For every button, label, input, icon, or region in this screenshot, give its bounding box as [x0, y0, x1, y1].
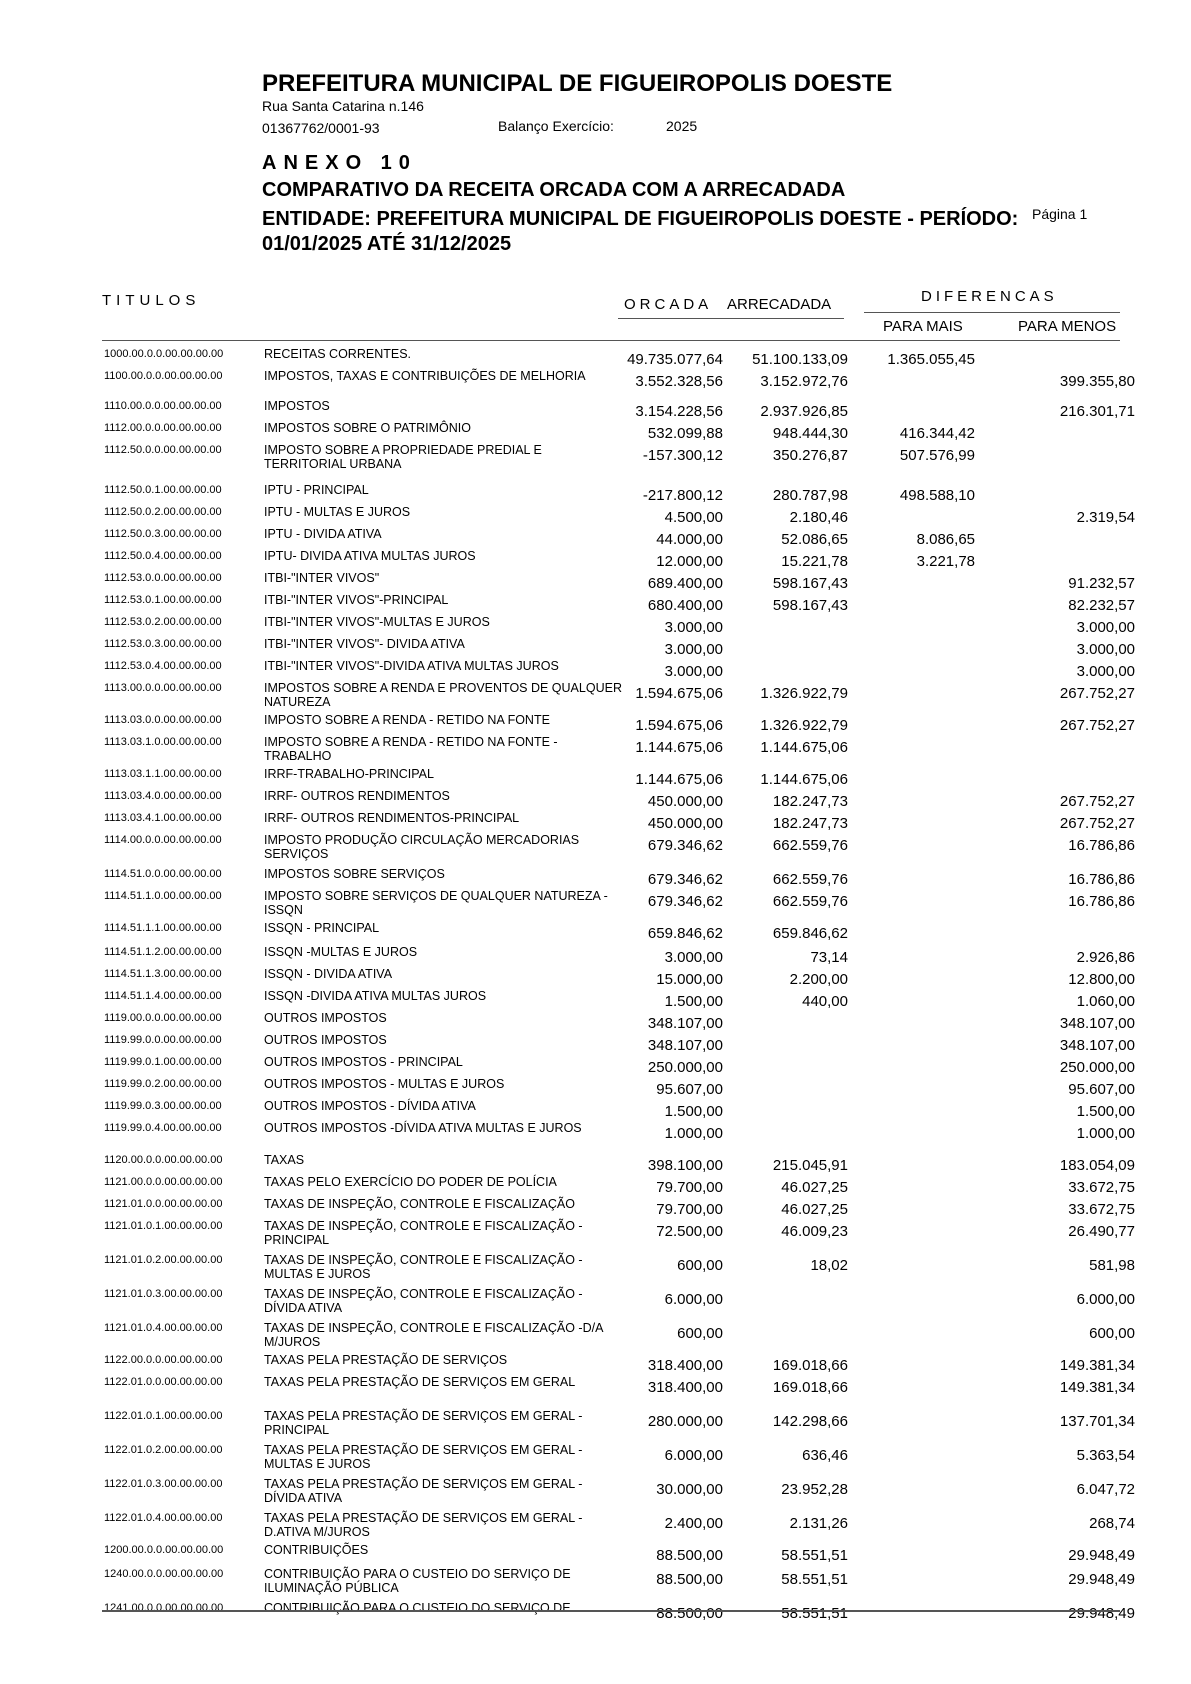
- table-row: [0, 1376, 1191, 1406]
- account-code: 1000.00.0.0.00.00.00.00: [104, 348, 224, 360]
- orcada-value: 3.000,00: [664, 641, 723, 658]
- para-menos-value: 95.607,00: [1068, 1081, 1135, 1098]
- balance-year: 2025: [666, 118, 698, 134]
- orcada-value: 280.000,00: [647, 1413, 723, 1430]
- para-mais-value: 507.576,99: [899, 447, 975, 464]
- para-menos-value: 1.500,00: [1076, 1103, 1135, 1120]
- orcada-value: 348.107,00: [647, 1037, 723, 1054]
- account-code: 1114.51.1.1.00.00.00.00: [104, 922, 222, 934]
- account-code: 1240.00.0.0.00.00.00.00: [104, 1568, 224, 1580]
- orcada-value: 250.000,00: [647, 1059, 723, 1076]
- orcada-value: 450.000,00: [647, 815, 723, 832]
- account-code: 1121.01.0.3.00.00.00.00: [104, 1288, 223, 1300]
- orcada-value: 1.500,00: [664, 1103, 723, 1120]
- arrecadada-value: 948.444,30: [772, 425, 848, 442]
- account-title: RECEITAS CORRENTES.: [264, 347, 412, 361]
- account-code: 1200.00.0.0.00.00.00.00: [104, 1544, 224, 1556]
- table-bottom-rule: [102, 1610, 1120, 1612]
- para-menos-value: 267.752,27: [1059, 717, 1135, 734]
- orcada-value: 450.000,00: [647, 793, 723, 810]
- orcada-value: 3.000,00: [664, 663, 723, 680]
- account-code: 1114.51.1.2.00.00.00.00: [104, 946, 222, 958]
- arrecadada-value: 58.551,51: [781, 1571, 848, 1588]
- account-title: ITBI-"INTER VIVOS"- DIVIDA ATIVA: [264, 637, 465, 651]
- para-menos-value: 267.752,27: [1059, 793, 1135, 810]
- orcada-value: 2.400,00: [664, 1515, 723, 1532]
- account-title: ITBI-"INTER VIVOS"-MULTAS E JUROS: [264, 615, 490, 629]
- account-code: 1119.99.0.3.00.00.00.00: [104, 1100, 222, 1112]
- orcada-value: 659.846,62: [647, 925, 723, 942]
- account-title: TAXAS DE INSPEÇÃO, CONTROLE E FISCALIZAÇÃO: [264, 1197, 575, 1211]
- col-para-mais: PARA MAIS: [883, 318, 963, 335]
- report-subtitle: COMPARATIVO DA RECEITA ORCADA COM A ARRECADADA: [262, 179, 846, 201]
- account-code: 1114.00.0.0.00.00.00.00: [104, 834, 222, 846]
- para-menos-value: 33.672,75: [1068, 1179, 1135, 1196]
- para-menos-value: 267.752,27: [1059, 685, 1135, 702]
- account-code: 1122.00.0.0.00.00.00.00: [104, 1354, 223, 1366]
- account-code: 1112.50.0.2.00.00.00.00: [104, 506, 222, 518]
- account-code: 1112.50.0.3.00.00.00.00: [104, 528, 222, 540]
- arrecadada-value: 2.200,00: [789, 971, 848, 988]
- para-menos-value: 26.490,77: [1068, 1223, 1135, 1240]
- arrecadada-value: 73,14: [810, 949, 848, 966]
- para-mais-value: 416.344,42: [899, 425, 975, 442]
- col-titulos: TITULOS: [102, 292, 201, 309]
- orcada-value: 1.144.675,06: [635, 739, 723, 756]
- account-title: ISSQN -MULTAS E JUROS: [264, 945, 418, 959]
- account-title: IPTU - PRINCIPAL: [264, 483, 369, 497]
- orcada-value: 3.154.228,56: [635, 403, 723, 420]
- account-code: 1241.00.0.0.00.00.00.00: [104, 1602, 224, 1614]
- account-title: IMPOSTOS: [264, 399, 330, 413]
- account-title: CONTRIBUIÇÃO PARA O CUSTEIO DO SERVIÇO DE ILUMINAÇÃO PÚBLICA: [264, 1567, 571, 1595]
- arrecadada-value: 46.027,25: [781, 1179, 848, 1196]
- balance-label: Balanço Exercício:: [498, 118, 614, 134]
- arrecadada-value: 15.221,78: [781, 553, 848, 570]
- arrecadada-value: 46.009,23: [781, 1223, 848, 1240]
- account-code: 1112.53.0.4.00.00.00.00: [104, 660, 222, 672]
- account-title: TAXAS DE INSPEÇÃO, CONTROLE E FISCALIZAÇÃO -D/A M/JUROS: [264, 1321, 603, 1349]
- account-title: ITBI-"INTER VIVOS"-DIVIDA ATIVA MULTAS JUROS: [264, 659, 559, 673]
- account-code: 1119.99.0.4.00.00.00.00: [104, 1122, 222, 1134]
- arrecadada-value: 46.027,25: [781, 1201, 848, 1218]
- para-menos-value: 268,74: [1089, 1515, 1135, 1532]
- account-code: 1114.51.1.3.00.00.00.00: [104, 968, 222, 980]
- para-mais-value: 1.365.055,45: [887, 351, 975, 368]
- arrecadada-value: 280.787,98: [772, 487, 848, 504]
- account-code: 1113.03.1.0.00.00.00.00: [104, 736, 222, 748]
- para-menos-value: 29.948,49: [1068, 1571, 1135, 1588]
- arrecadada-value: 636,46: [802, 1447, 848, 1464]
- para-menos-value: 399.355,80: [1059, 373, 1135, 390]
- para-menos-value: 12.800,00: [1068, 971, 1135, 988]
- para-menos-value: 6.000,00: [1076, 1291, 1135, 1308]
- orcada-value: 1.500,00: [664, 993, 723, 1010]
- para-menos-value: 16.786,86: [1068, 837, 1135, 854]
- orcada-value: 1.000,00: [664, 1125, 723, 1142]
- municipality-title: PREFEITURA MUNICIPAL DE FIGUEIROPOLIS DOESTE: [262, 70, 893, 97]
- account-title: TAXAS: [264, 1153, 305, 1167]
- account-title: TAXAS PELA PRESTAÇÃO DE SERVIÇOS EM GERAL: [264, 1375, 576, 1389]
- account-code: 1121.01.0.2.00.00.00.00: [104, 1254, 223, 1266]
- para-menos-value: 33.672,75: [1068, 1201, 1135, 1218]
- table-row: [0, 834, 1191, 864]
- account-title: TAXAS DE INSPEÇÃO, CONTROLE E FISCALIZAÇÃO - MULTAS E JUROS: [264, 1253, 583, 1281]
- table-row: [0, 736, 1191, 766]
- account-code: 1112.50.0.4.00.00.00.00: [104, 550, 222, 562]
- account-title: OUTROS IMPOSTOS - PRINCIPAL: [264, 1055, 463, 1069]
- orcada-value: 12.000,00: [656, 553, 723, 570]
- arrecadada-value: 598.167,43: [772, 575, 848, 592]
- account-title: CONTRIBUIÇÕES: [264, 1543, 369, 1557]
- orcada-value: 79.700,00: [656, 1179, 723, 1196]
- arrecadada-value: 598.167,43: [772, 597, 848, 614]
- table-row: [0, 1568, 1191, 1598]
- arrecadada-value: 215.045,91: [772, 1157, 848, 1174]
- account-code: 1113.00.0.0.00.00.00.00: [104, 682, 222, 694]
- para-menos-value: 1.000,00: [1076, 1125, 1135, 1142]
- account-code: 1113.03.4.0.00.00.00.00: [104, 790, 222, 802]
- arrecadada-value: 440,00: [802, 993, 848, 1010]
- orcada-value: 88.500,00: [656, 1571, 723, 1588]
- para-mais-value: 8.086,65: [916, 531, 975, 548]
- table-row: [0, 1254, 1191, 1284]
- col-diferencas: DIFERENCAS: [921, 288, 1058, 305]
- account-title: OUTROS IMPOSTOS: [264, 1011, 387, 1025]
- account-code: 1119.99.0.1.00.00.00.00: [104, 1056, 222, 1068]
- account-code: 1112.50.0.1.00.00.00.00: [104, 484, 222, 496]
- account-title: TAXAS PELO EXERCÍCIO DO PODER DE POLÍCIA: [264, 1175, 557, 1189]
- para-menos-value: 29.948,49: [1068, 1605, 1135, 1622]
- para-menos-value: 137.701,34: [1059, 1413, 1135, 1430]
- account-code: 1112.50.0.0.00.00.00.00: [104, 444, 222, 456]
- account-code: 1119.99.0.2.00.00.00.00: [104, 1078, 222, 1090]
- account-code: 1122.01.0.3.00.00.00.00: [104, 1478, 223, 1490]
- orcada-value: 3.000,00: [664, 949, 723, 966]
- col-orcada: ORCADA: [624, 296, 713, 313]
- account-code: 1122.01.0.0.00.00.00.00: [104, 1376, 223, 1388]
- account-title: IRRF- OUTROS RENDIMENTOS-PRINCIPAL: [264, 811, 520, 825]
- para-mais-value: 498.588,10: [899, 487, 975, 504]
- orcada-value: 72.500,00: [656, 1223, 723, 1240]
- account-code: 1112.53.0.0.00.00.00.00: [104, 572, 222, 584]
- table-row: [0, 1322, 1191, 1352]
- orcada-value: 679.346,62: [647, 837, 723, 854]
- arrecadada-value: 662.559,76: [772, 871, 848, 888]
- arrecadada-value: 350.276,87: [772, 447, 848, 464]
- cnpj: 01367762/0001-93: [262, 120, 380, 136]
- account-code: 1112.00.0.0.00.00.00.00: [104, 422, 222, 434]
- account-title: IMPOSTO SOBRE SERVIÇOS DE QUALQUER NATUREZA - ISSQN: [264, 889, 608, 917]
- account-title: IRRF- OUTROS RENDIMENTOS: [264, 789, 450, 803]
- account-title: IMPOSTO PRODUÇÃO CIRCULAÇÃO MERCADORIAS SERVIÇOS: [264, 833, 580, 861]
- account-code: 1114.51.1.0.00.00.00.00: [104, 890, 222, 902]
- account-title: IMPOSTO SOBRE A PROPRIEDADE PREDIAL E TERRITORIAL URBANA: [264, 443, 542, 471]
- account-code: 1112.53.0.1.00.00.00.00: [104, 594, 222, 606]
- orcada-value: 348.107,00: [647, 1015, 723, 1032]
- arrecadada-value: 51.100.133,09: [752, 351, 848, 368]
- para-mais-value: 3.221,78: [916, 553, 975, 570]
- anexo-title: ANEXO 10: [262, 152, 417, 174]
- account-title: IPTU- DIVIDA ATIVA MULTAS JUROS: [264, 549, 476, 563]
- account-title: TAXAS PELA PRESTAÇÃO DE SERVIÇOS EM GERAL - D.ATIVA M/JUROS: [264, 1511, 583, 1539]
- orcada-value: 1.594.675,06: [635, 685, 723, 702]
- para-menos-value: 2.319,54: [1076, 509, 1135, 526]
- account-title: TAXAS PELA PRESTAÇÃO DE SERVIÇOS EM GERAL - PRINCIPAL: [264, 1409, 583, 1437]
- para-menos-value: 16.786,86: [1068, 871, 1135, 888]
- para-menos-value: 250.000,00: [1059, 1059, 1135, 1076]
- orcada-value: 679.346,62: [647, 871, 723, 888]
- orcada-value: 532.099,88: [647, 425, 723, 442]
- arrecadada-value: 659.846,62: [772, 925, 848, 942]
- arrecadada-value: 182.247,73: [772, 793, 848, 810]
- orcada-value: 88.500,00: [656, 1547, 723, 1564]
- account-title: CONTRIBUIÇÃO PARA O CUSTEIO DO SERVIÇO DE: [264, 1601, 571, 1615]
- account-code: 1122.01.0.1.00.00.00.00: [104, 1410, 223, 1422]
- account-title: ITBI-"INTER VIVOS"-PRINCIPAL: [264, 593, 449, 607]
- account-code: 1114.51.0.0.00.00.00.00: [104, 868, 222, 880]
- orcada-value: 600,00: [677, 1257, 723, 1274]
- account-code: 1119.00.0.0.00.00.00.00: [104, 1012, 222, 1024]
- para-menos-value: 149.381,34: [1059, 1357, 1135, 1374]
- orcada-value: 79.700,00: [656, 1201, 723, 1218]
- para-menos-value: 82.232,57: [1068, 597, 1135, 614]
- table-row: [0, 1410, 1191, 1440]
- account-title: IPTU - MULTAS E JUROS: [264, 505, 411, 519]
- orcada-value: 680.400,00: [647, 597, 723, 614]
- account-code: 1110.00.0.0.00.00.00.00: [104, 400, 222, 412]
- account-title: IMPOSTOS SOBRE A RENDA E PROVENTOS DE QUALQUER NATUREZA: [264, 681, 622, 709]
- account-title: IMPOSTO SOBRE A RENDA - RETIDO NA FONTE - TRABALHO: [264, 735, 558, 763]
- account-title: OUTROS IMPOSTOS - DÍVIDA ATIVA: [264, 1099, 476, 1113]
- para-menos-value: 267.752,27: [1059, 815, 1135, 832]
- para-menos-value: 600,00: [1089, 1325, 1135, 1342]
- account-title: OUTROS IMPOSTOS -DÍVIDA ATIVA MULTAS E JUROS: [264, 1121, 582, 1135]
- para-menos-value: 1.060,00: [1076, 993, 1135, 1010]
- arrecadada-value: 169.018,66: [772, 1357, 848, 1374]
- table-row: [0, 890, 1191, 920]
- arrecadada-value: 2.937.926,85: [760, 403, 848, 420]
- table-row: [0, 1512, 1191, 1542]
- para-menos-value: 149.381,34: [1059, 1379, 1135, 1396]
- para-menos-value: 3.000,00: [1076, 663, 1135, 680]
- arrecadada-value: 3.152.972,76: [760, 373, 848, 390]
- para-menos-value: 348.107,00: [1059, 1015, 1135, 1032]
- para-menos-value: 581,98: [1089, 1257, 1135, 1274]
- table-row: [0, 1444, 1191, 1474]
- arrecadada-value: 2.131,26: [789, 1515, 848, 1532]
- account-title: ITBI-"INTER VIVOS": [264, 571, 380, 585]
- col-para-menos: PARA MENOS: [1018, 318, 1117, 335]
- table-row: [0, 1220, 1191, 1250]
- orcada-value: 1.594.675,06: [635, 717, 723, 734]
- account-code: 1122.01.0.2.00.00.00.00: [104, 1444, 223, 1456]
- account-code: 1122.01.0.4.00.00.00.00: [104, 1512, 223, 1524]
- arrecadada-value: 58.551,51: [781, 1605, 848, 1622]
- arrecadada-value: 1.326.922,79: [760, 685, 848, 702]
- arrecadada-value: 2.180,46: [789, 509, 848, 526]
- orcada-value: 49.735.077,64: [627, 351, 723, 368]
- table-row: [0, 444, 1191, 474]
- account-code: 1113.03.4.1.00.00.00.00: [104, 812, 222, 824]
- page-number: Página 1: [1032, 206, 1088, 222]
- para-menos-value: 29.948,49: [1068, 1547, 1135, 1564]
- para-menos-value: 16.786,86: [1068, 893, 1135, 910]
- orcada-value: 600,00: [677, 1325, 723, 1342]
- orcada-value: -157.300,12: [642, 447, 723, 464]
- entity-line: ENTIDADE: PREFEITURA MUNICIPAL DE FIGUEIROPOLIS DOESTE - PERÍODO:: [262, 208, 1019, 230]
- arrecadada-value: 1.144.675,06: [760, 739, 848, 756]
- orcada-value: 689.400,00: [647, 575, 723, 592]
- account-title: IMPOSTOS SOBRE O PATRIMÔNIO: [264, 421, 471, 435]
- period-line: 01/01/2025 ATÉ 31/12/2025: [262, 233, 512, 255]
- account-title: OUTROS IMPOSTOS: [264, 1033, 387, 1047]
- account-code: 1121.01.0.4.00.00.00.00: [104, 1322, 223, 1334]
- orcada-value: 398.100,00: [647, 1157, 723, 1174]
- table-row: [0, 1602, 1191, 1632]
- account-code: 1120.00.0.0.00.00.00.00: [104, 1154, 223, 1166]
- account-code: 1113.03.0.0.00.00.00.00: [104, 714, 222, 726]
- orcada-value: 318.400,00: [647, 1379, 723, 1396]
- account-title: IPTU - DIVIDA ATIVA: [264, 527, 382, 541]
- arrecadada-value: 662.559,76: [772, 893, 848, 910]
- orcada-value: 4.500,00: [664, 509, 723, 526]
- para-menos-value: 2.926,86: [1076, 949, 1135, 966]
- orcada-value: 15.000,00: [656, 971, 723, 988]
- arrecadada-value: 169.018,66: [772, 1379, 848, 1396]
- arrecadada-value: 1.326.922,79: [760, 717, 848, 734]
- account-code: 1112.53.0.2.00.00.00.00: [104, 616, 222, 628]
- account-title: ISSQN - DIVIDA ATIVA: [264, 967, 393, 981]
- orcada-value: 679.346,62: [647, 893, 723, 910]
- arrecadada-value: 23.952,28: [781, 1481, 848, 1498]
- para-menos-value: 91.232,57: [1068, 575, 1135, 592]
- orcada-value: 3.000,00: [664, 619, 723, 636]
- orcada-value: 6.000,00: [664, 1447, 723, 1464]
- account-title: IMPOSTOS SOBRE SERVIÇOS: [264, 867, 445, 881]
- col-arrecadada: ARRECADADA: [727, 296, 832, 313]
- para-menos-value: 183.054,09: [1059, 1157, 1135, 1174]
- account-title: OUTROS IMPOSTOS - MULTAS E JUROS: [264, 1077, 505, 1091]
- orcada-value: -217.800,12: [642, 487, 723, 504]
- arrecadada-value: 182.247,73: [772, 815, 848, 832]
- orcada-value: 3.552.328,56: [635, 373, 723, 390]
- arrecadada-value: 142.298,66: [772, 1413, 848, 1430]
- orcada-value: 95.607,00: [656, 1081, 723, 1098]
- table-row: [0, 1288, 1191, 1318]
- arrecadada-value: 662.559,76: [772, 837, 848, 854]
- account-title: ISSQN - PRINCIPAL: [264, 921, 380, 935]
- address: Rua Santa Catarina n.146: [262, 98, 424, 114]
- arrecadada-value: 58.551,51: [781, 1547, 848, 1564]
- account-title: IMPOSTOS, TAXAS E CONTRIBUIÇÕES DE MELHORIA: [264, 369, 586, 383]
- account-title: TAXAS PELA PRESTAÇÃO DE SERVIÇOS EM GERAL - DÍVIDA ATIVA: [264, 1477, 583, 1505]
- arrecadada-value: 52.086,65: [781, 531, 848, 548]
- account-code: 1121.00.0.0.00.00.00.00: [104, 1176, 223, 1188]
- account-code: 1114.51.1.4.00.00.00.00: [104, 990, 222, 1002]
- orcada-value: 88.500,00: [656, 1605, 723, 1622]
- table-row: [0, 1122, 1191, 1152]
- table-row: [0, 1478, 1191, 1508]
- account-code: 1113.03.1.1.00.00.00.00: [104, 768, 222, 780]
- orcada-value: 44.000,00: [656, 531, 723, 548]
- orcada-value: 6.000,00: [664, 1291, 723, 1308]
- account-code: 1100.00.0.0.00.00.00.00: [104, 370, 223, 382]
- orcada-value: 318.400,00: [647, 1357, 723, 1374]
- account-title: TAXAS PELA PRESTAÇÃO DE SERVIÇOS EM GERAL - MULTAS E JUROS: [264, 1443, 583, 1471]
- para-menos-value: 348.107,00: [1059, 1037, 1135, 1054]
- account-code: 1121.01.0.0.00.00.00.00: [104, 1198, 223, 1210]
- account-code: 1121.01.0.1.00.00.00.00: [104, 1220, 223, 1232]
- account-title: IRRF-TRABALHO-PRINCIPAL: [264, 767, 434, 781]
- table-row: [0, 682, 1191, 712]
- para-menos-value: 3.000,00: [1076, 641, 1135, 658]
- para-menos-value: 6.047,72: [1076, 1481, 1135, 1498]
- account-code: 1112.53.0.3.00.00.00.00: [104, 638, 222, 650]
- account-title: TAXAS DE INSPEÇÃO, CONTROLE E FISCALIZAÇÃO - DÍVIDA ATIVA: [264, 1287, 583, 1315]
- account-title: TAXAS PELA PRESTAÇÃO DE SERVIÇOS: [264, 1353, 508, 1367]
- para-menos-value: 3.000,00: [1076, 619, 1135, 636]
- table-row: [0, 370, 1191, 400]
- account-title: ISSQN -DIVIDA ATIVA MULTAS JUROS: [264, 989, 487, 1003]
- arrecadada-value: 1.144.675,06: [760, 771, 848, 788]
- orcada-value: 30.000,00: [656, 1481, 723, 1498]
- account-code: 1119.99.0.0.00.00.00.00: [104, 1034, 222, 1046]
- para-menos-value: 5.363,54: [1076, 1447, 1135, 1464]
- para-menos-value: 216.301,71: [1059, 403, 1135, 420]
- arrecadada-value: 18,02: [810, 1257, 848, 1274]
- account-title: TAXAS DE INSPEÇÃO, CONTROLE E FISCALIZAÇÃO - PRINCIPAL: [264, 1219, 583, 1247]
- account-title: IMPOSTO SOBRE A RENDA - RETIDO NA FONTE: [264, 713, 550, 727]
- orcada-value: 1.144.675,06: [635, 771, 723, 788]
